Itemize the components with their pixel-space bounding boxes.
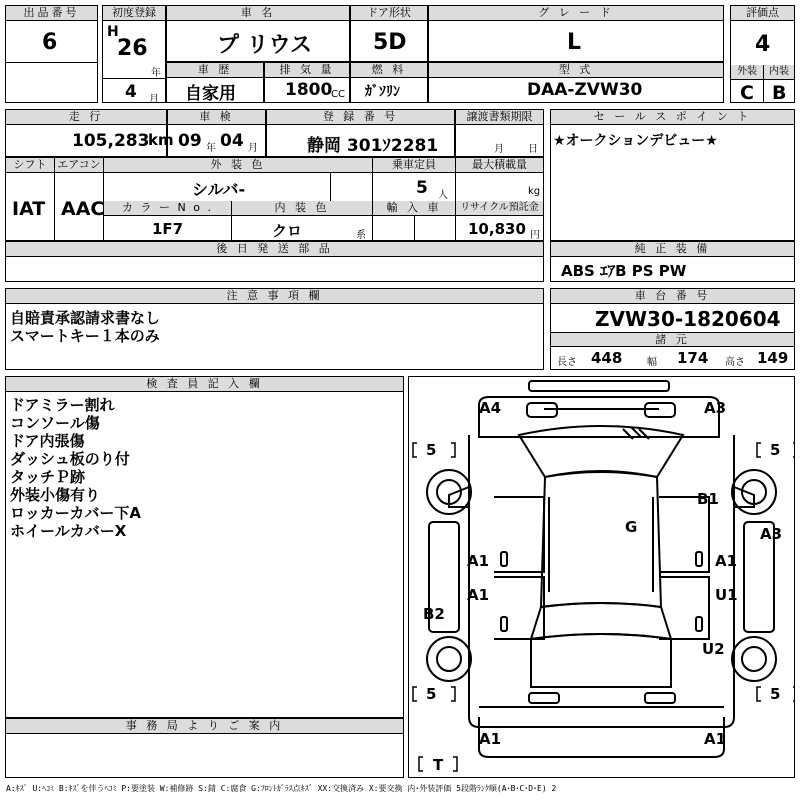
shift: IAT xyxy=(12,198,46,220)
shift-block: シフト IAT エアコン AAC 外 装 色 シルバ- 乗車定員 5 人 最大積載量 kg カ ラ ー N o . 1F7 内 装 色 クロ 系 輸 入 車 リサイクル預託金 10,830 円 xyxy=(5,157,544,241)
grade: L xyxy=(567,30,582,55)
sales-point-box: セ ー ル ス ポ イ ン ト ★オークションデビュー★ xyxy=(550,109,795,241)
genuine-equipment: ABS ｴｱB PS PW xyxy=(561,262,687,280)
interior-score: B xyxy=(772,82,787,104)
tire-score: 5 xyxy=(426,441,437,459)
damage-mark: A1 xyxy=(704,730,727,748)
registration-number: 静岡 301ｿ2281 xyxy=(307,136,439,156)
damage-mark: T xyxy=(433,756,444,774)
car-name-label: 車 名 xyxy=(167,6,349,21)
recycle-fee: 10,830 xyxy=(468,220,526,238)
inspector-line: タッチＰ跡 xyxy=(10,468,86,486)
chassis-number: ZVW30-1820604 xyxy=(595,307,781,331)
car-name-box xyxy=(166,5,350,62)
damage-mark: A1 xyxy=(467,552,490,570)
inspection-box: 車 検 09 年 04 月 xyxy=(167,109,266,157)
damage-diagram xyxy=(408,376,795,778)
inspection-month: 04 xyxy=(220,131,244,151)
registration-box: 登 録 番 号 静岡 301ｿ2281 xyxy=(266,109,455,157)
damage-mark: A4 xyxy=(479,399,502,417)
office-box: 事 務 局 よ り ご 案 内 xyxy=(5,718,404,778)
model: DAA-ZVW30 xyxy=(527,80,643,100)
sales-point: ★オークションデビュー★ xyxy=(553,133,718,149)
tire-score: 5 xyxy=(426,685,437,703)
notes-box: 注 意 事 項 欄 自賠責承認請求書なし スマートキー１本のみ xyxy=(5,288,544,370)
fuel: ｶﾞｿﾘﾝ xyxy=(365,84,400,100)
chassis-box: 車 台 番 号 ZVW30-1820604 諸 元 長さ 448 幅 174 高さ 149 xyxy=(550,288,795,370)
width: 174 xyxy=(677,349,709,367)
inspector-line: ドア内張傷 xyxy=(10,432,85,450)
damage-mark: A1 xyxy=(479,730,502,748)
inspector-line: コンソール傷 xyxy=(10,414,100,432)
score-box: 評価点 4 外装 内装 C B xyxy=(730,5,795,103)
tire-score: 5 xyxy=(770,685,781,703)
displacement-box: 排 気 量 1800 CC xyxy=(264,62,350,103)
mileage-box: 走 行 105,283 km xyxy=(5,109,167,157)
car-name: プ リウス xyxy=(217,33,312,58)
capacity: 5 xyxy=(416,178,428,198)
note-line: スマートキー１本のみ xyxy=(10,327,160,345)
reg-year: 26 xyxy=(117,36,148,61)
first-registration-label: 初度登録 xyxy=(103,6,165,21)
score: 4 xyxy=(755,32,771,57)
length: 448 xyxy=(591,349,623,367)
color-number: 1F7 xyxy=(152,220,184,238)
door-box xyxy=(350,5,428,62)
inspector-line: ダッシュ板のり付 xyxy=(10,450,130,468)
damage-mark: G xyxy=(625,518,638,536)
damage-mark: A1 xyxy=(715,552,738,570)
grade-box xyxy=(428,5,724,62)
damage-mark: B2 xyxy=(423,605,445,623)
score-label: 評価点 xyxy=(731,6,794,21)
inspector-box: 検 査 員 記 入 欄 ドアミラー割れ コンソール傷 ドア内張傷 ダッシュ板のり付 タッチＰ跡 外装小傷有り ロッカーカバー下A ホイールカバーX xyxy=(5,376,404,718)
door-label: ドア形状 xyxy=(351,6,427,21)
damage-mark: U2 xyxy=(702,640,725,658)
era: H xyxy=(107,24,119,40)
lot-number-box xyxy=(5,5,98,103)
grade-label: グ レ ー ド xyxy=(429,6,723,21)
exterior-color: シルバ- xyxy=(192,180,246,199)
inspection-year: 09 xyxy=(178,131,202,151)
legend: A:ｷｽﾞ U:ﾍｺﾐ B:ｷｽﾞを伴うﾍｺﾐ P:要塗装 W:補修跡 S:錆 C:腐食 G:ﾌﾛﾝﾄｶﾞﾗｽ点ｷｽﾞ XX:交換済み X:要交換 内･外装評価 5段階ﾗﾝｸ順(A･B･C･D･E) 2 xyxy=(6,784,557,793)
history: 自家用 xyxy=(185,84,236,104)
tire-score: 5 xyxy=(770,441,781,459)
damage-mark: A3 xyxy=(760,525,783,543)
door-type: 5D xyxy=(373,30,407,55)
lot-number: 6 xyxy=(42,30,58,55)
history-box: 車 歴 自家用 xyxy=(166,62,264,103)
inspector-line: ホイールカバーX xyxy=(10,522,127,540)
genuine-equipment-box: 純 正 装 備 ABS ｴｱB PS PW xyxy=(550,241,795,282)
first-registration-box: 初度登録 H 26 年 4 月 xyxy=(102,5,166,103)
mileage: 105,283 xyxy=(72,131,150,151)
inspector-line: 外装小傷有り xyxy=(10,486,101,504)
later-parts-box: 後 日 発 送 部 品 xyxy=(5,241,544,282)
damage-mark: A3 xyxy=(704,399,727,417)
inspector-line: ドアミラー割れ xyxy=(10,396,115,414)
damage-mark: A1 xyxy=(467,586,490,604)
model-box: 型 式 DAA-ZVW30 xyxy=(428,62,724,103)
lot-number-label: 出品番号 xyxy=(6,6,97,21)
aircon: AAC xyxy=(61,198,105,220)
damage-mark: U1 xyxy=(715,586,738,604)
fuel-box: 燃 料 ｶﾞｿﾘﾝ xyxy=(350,62,428,103)
displacement: 1800 xyxy=(285,80,333,100)
damage-mark: B1 xyxy=(697,490,719,508)
reg-month: 4 xyxy=(125,82,137,102)
note-line: 自賠責承認請求書なし xyxy=(10,309,161,327)
inspector-line: ロッカーカバー下A xyxy=(10,504,142,522)
transfer-box: 譲渡書類期限 月 日 xyxy=(455,109,544,157)
interior-color: クロ xyxy=(272,222,303,240)
exterior-score: C xyxy=(740,82,754,104)
height: 149 xyxy=(757,349,789,367)
